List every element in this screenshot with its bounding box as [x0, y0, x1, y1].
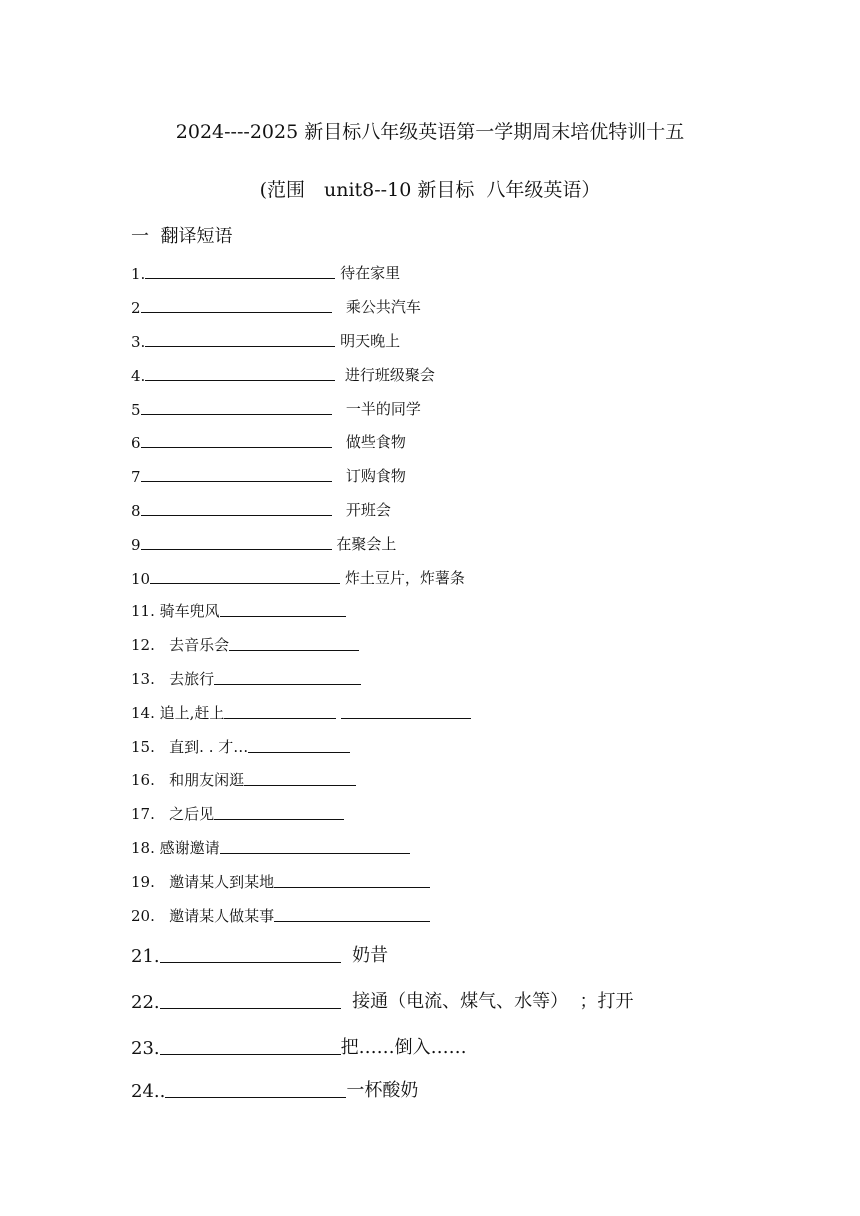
exercise-item	[131, 1033, 467, 1059]
item-text: 奶昔	[340, 945, 389, 966]
item-label: 18. 感谢邀请	[131, 839, 220, 857]
document-title: 2024----2025 新目标八年级英语第一学期周末培优特训十五	[175, 121, 685, 143]
item-number: 4.	[131, 367, 146, 385]
exercise-item	[131, 736, 350, 757]
item-text: 做些食物	[331, 433, 406, 451]
item-text: 在聚会上	[331, 535, 397, 553]
item-text: 接通（电流、煤气、水等） ；打开	[340, 991, 634, 1012]
exercise-item	[131, 987, 634, 1013]
item-label: 14. 追上,赶上	[131, 704, 225, 722]
item-label: 20. 邀请某人做某事	[131, 907, 275, 925]
item-number: 8	[131, 502, 141, 520]
answer-blank[interactable]	[229, 649, 359, 651]
answer-blank[interactable]	[141, 446, 332, 448]
exercise-item	[131, 262, 400, 283]
answer-blank[interactable]	[214, 683, 361, 685]
item-text: 开班会	[331, 501, 391, 519]
item-label: 15. 直到. . 才…	[131, 738, 249, 756]
answer-blank[interactable]	[214, 818, 344, 820]
answer-blank[interactable]	[141, 514, 332, 516]
item-label: 19. 邀请某人到某地	[131, 873, 275, 891]
exercise-item	[131, 837, 410, 858]
answer-blank[interactable]	[160, 1053, 341, 1055]
answer-blank[interactable]	[248, 751, 350, 753]
exercise-item	[131, 1076, 418, 1102]
answer-blank[interactable]	[160, 961, 341, 963]
item-number: 6	[131, 434, 141, 452]
exercise-item	[131, 499, 391, 520]
item-text: 订购食物	[331, 467, 406, 485]
answer-blank[interactable]	[220, 852, 410, 854]
item-number: 3.	[131, 333, 146, 351]
answer-blank[interactable]	[141, 548, 332, 550]
answer-blank[interactable]	[224, 717, 336, 719]
exercise-item	[131, 803, 344, 824]
exercise-item	[131, 941, 388, 967]
answer-blank[interactable]	[141, 480, 332, 482]
answer-blank[interactable]	[160, 1007, 341, 1009]
item-number: 9	[131, 536, 141, 554]
exercise-item	[131, 533, 396, 554]
item-number: 23.	[131, 1038, 160, 1059]
item-number: 10	[131, 570, 151, 588]
item-text: 一半的同学	[331, 400, 421, 418]
item-number: 21.	[131, 946, 160, 967]
exercise-item	[131, 702, 471, 723]
answer-blank[interactable]	[145, 277, 335, 279]
answer-blank[interactable]	[145, 345, 335, 347]
exercise-item	[131, 431, 406, 452]
item-number: 5	[131, 401, 141, 419]
answer-blank[interactable]	[244, 784, 356, 786]
exercise-item	[131, 398, 421, 419]
item-text: 乘公共汽车	[331, 298, 421, 316]
item-number: 24..	[131, 1081, 166, 1102]
answer-blank[interactable]	[274, 920, 430, 922]
exercise-item	[131, 296, 421, 317]
answer-blank[interactable]	[141, 311, 332, 313]
item-label: 17. 之后见	[131, 805, 215, 823]
answer-blank[interactable]	[274, 886, 430, 888]
exercise-item	[131, 871, 430, 892]
exercise-item	[131, 567, 465, 588]
exercise-item	[131, 668, 361, 689]
item-text: 把……倒入……	[340, 1037, 467, 1058]
item-number: 2	[131, 299, 141, 317]
item-number: 22.	[131, 992, 160, 1013]
exercise-item	[131, 364, 435, 385]
item-number: 7	[131, 468, 141, 486]
exercise-item	[131, 600, 346, 621]
answer-blank[interactable]	[220, 615, 346, 617]
exercise-item	[131, 330, 400, 351]
item-label: 16. 和朋友闲逛	[131, 771, 245, 789]
answer-blank[interactable]	[341, 717, 471, 719]
item-label: 11. 骑车兜风	[131, 602, 220, 620]
exercise-item	[131, 905, 430, 926]
exercise-item	[131, 769, 356, 790]
item-text: 待在家里	[335, 264, 401, 282]
item-number: 1.	[131, 265, 146, 283]
section-heading: 一 翻译短语	[131, 226, 233, 247]
answer-blank[interactable]	[141, 413, 332, 415]
item-text: 进行班级聚会	[335, 366, 435, 384]
document-subtitle: (范围 unit8--10 新目标 八年级英语）	[259, 179, 601, 201]
item-label: 12. 去音乐会	[131, 636, 230, 654]
item-text: 一杯酸奶	[346, 1080, 419, 1101]
item-label: 13. 去旅行	[131, 670, 215, 688]
exercise-item	[131, 634, 359, 655]
answer-blank[interactable]	[145, 379, 335, 381]
answer-blank[interactable]	[165, 1096, 346, 1098]
answer-blank[interactable]	[150, 582, 340, 584]
item-text: 炸土豆片，炸薯条	[340, 569, 465, 587]
exercise-item	[131, 465, 406, 486]
item-text: 明天晚上	[335, 332, 401, 350]
